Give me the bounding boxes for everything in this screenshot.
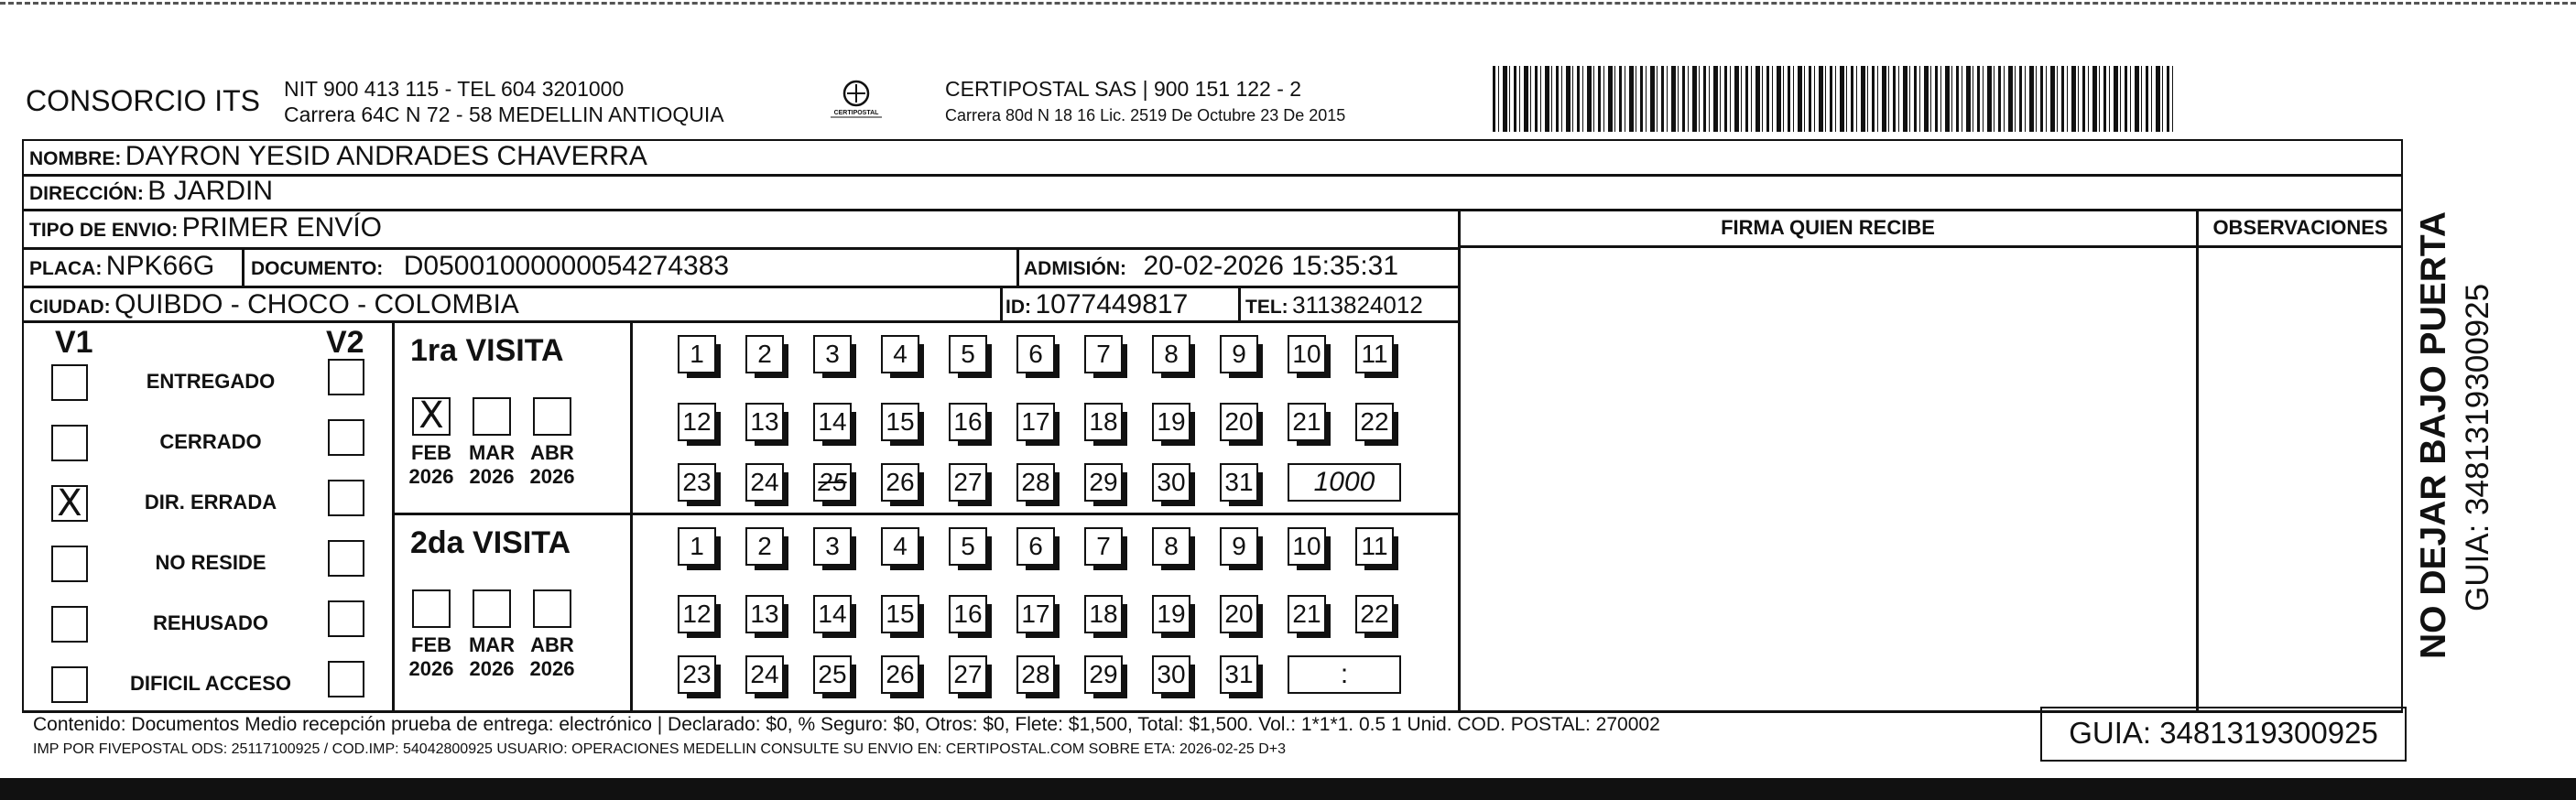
day-box[interactable]: 31 — [1220, 655, 1258, 694]
visit-title: 2da VISITA — [410, 525, 571, 560]
day-box[interactable]: 13 — [745, 595, 784, 633]
month-year: 2026 — [469, 465, 515, 488]
row-divider — [22, 209, 2403, 211]
day-box[interactable]: 6 — [1016, 527, 1055, 566]
day-box[interactable]: 23 — [678, 463, 716, 502]
month-label — [464, 441, 519, 489]
day-box[interactable]: 27 — [949, 655, 987, 694]
month-year: 2026 — [408, 465, 454, 488]
day-box[interactable]: 26 — [881, 463, 919, 502]
id-divider — [1000, 286, 1003, 320]
day-box[interactable]: 2 — [745, 527, 784, 566]
observaciones-area[interactable] — [2200, 249, 2401, 708]
admision-value: 20-02-2026 15:35:31 — [1143, 251, 1399, 281]
direccion-row — [29, 176, 273, 207]
tipo-row — [29, 212, 382, 243]
day-box[interactable]: 19 — [1152, 595, 1190, 633]
placa-cell — [29, 251, 214, 282]
side-guia-text: GUIA: 3481319300925 — [2460, 283, 2495, 611]
footer-guia: GUIA: 3481319300925 — [2040, 707, 2407, 762]
day-box[interactable]: 17 — [1016, 403, 1055, 441]
day-box[interactable]: 30 — [1152, 463, 1190, 502]
id-label: ID: — [1005, 297, 1031, 318]
month-label — [525, 441, 580, 489]
time-box[interactable]: : — [1288, 655, 1401, 694]
v1-checkbox[interactable] — [51, 364, 88, 401]
direccion-value: B JARDIN — [147, 176, 273, 206]
day-box[interactable]: 29 — [1084, 655, 1123, 694]
id-cell — [1005, 289, 1188, 320]
tipo-value: PRIMER ENVÍO — [181, 212, 383, 243]
day-box[interactable]: 4 — [881, 335, 919, 373]
day-box[interactable]: 16 — [949, 403, 987, 441]
visit-title: 1ra VISITA — [410, 333, 564, 368]
month-label — [404, 633, 459, 681]
barcode — [1493, 66, 2175, 132]
tel-cell — [1245, 291, 1423, 319]
v2-checkbox[interactable] — [328, 419, 364, 456]
day-box[interactable]: 30 — [1152, 655, 1190, 694]
row-divider — [22, 320, 1460, 323]
day-box[interactable]: 3 — [813, 527, 852, 566]
month-name: MAR — [468, 633, 516, 656]
admision-divider — [1016, 247, 1019, 286]
day-box[interactable]: 5 — [949, 335, 987, 373]
day-box[interactable]: 24 — [745, 463, 784, 502]
day-box[interactable]: 21 — [1288, 403, 1326, 441]
certipostal-logo — [820, 73, 893, 128]
day-box[interactable]: 10 — [1288, 335, 1326, 373]
v2-checkbox[interactable] — [328, 661, 364, 697]
month-checkbox[interactable]: X — [412, 397, 451, 436]
row-divider — [22, 286, 1460, 288]
day-box[interactable]: 16 — [949, 595, 987, 633]
day-box[interactable]: 25 — [813, 655, 852, 694]
ciudad-value: QUIBDO - CHOCO - COLOMBIA — [114, 289, 519, 319]
day-box[interactable]: 22 — [1355, 403, 1394, 441]
documento-value: D05001000000054274383 — [403, 251, 730, 281]
day-box[interactable]: 29 — [1084, 463, 1123, 502]
day-box[interactable]: 9 — [1220, 335, 1258, 373]
nombre-value: DAYRON YESID ANDRADES CHAVERRA — [125, 141, 647, 171]
status-label: DIFICIL ACCESO — [129, 672, 291, 695]
day-box[interactable]: 8 — [1152, 527, 1190, 566]
month-name: FEB — [411, 633, 451, 656]
day-box[interactable]: 17 — [1016, 595, 1055, 633]
day-box[interactable]: 28 — [1016, 655, 1055, 694]
day-box[interactable]: 12 — [678, 403, 716, 441]
day-box[interactable]: 27 — [949, 463, 987, 502]
contenido-text: Contenido: Documentos Medio recepción prueba de entrega: electrónico | Declarado: $0, % Seguro: $0, Otros: $0, Flete: $1,500, Total: $1,500. Vol.: 1*1*1. 0.5 1 Unid. COD. POSTAL: 270002 — [33, 714, 1660, 735]
day-box[interactable]: 8 — [1152, 335, 1190, 373]
month-name: ABR — [530, 441, 574, 464]
day-box[interactable]: 22 — [1355, 595, 1394, 633]
tipo-label: TIPO DE ENVIO: — [29, 220, 179, 241]
day-box[interactable]: 1 — [678, 335, 716, 373]
visit-divider — [630, 320, 633, 710]
month-checkbox[interactable] — [412, 589, 451, 628]
tel-label: TEL: — [1245, 297, 1288, 318]
col-divider — [2196, 209, 2199, 710]
no-dejar-text: NO DEJAR BAJO PUERTA — [2414, 211, 2453, 659]
day-box[interactable]: 23 — [678, 655, 716, 694]
status-label: NO RESIDE — [155, 551, 266, 574]
tel-divider — [1238, 286, 1241, 320]
v2-checkbox[interactable] — [328, 540, 364, 577]
time-box[interactable]: 1000 — [1288, 463, 1401, 502]
company-address: Carrera 64C N 72 - 58 MEDELLIN ANTIOQUIA — [284, 103, 724, 126]
status-label: CERRADO — [159, 430, 262, 453]
status-divider — [392, 320, 395, 710]
day-box[interactable]: 12 — [678, 595, 716, 633]
month-year: 2026 — [408, 657, 454, 680]
firma-area[interactable] — [1462, 249, 2194, 708]
v1-checkbox[interactable] — [51, 666, 88, 703]
v1-checkbox[interactable]: X — [51, 485, 88, 522]
id-value: 1077449817 — [1035, 289, 1189, 319]
placa-divider — [242, 247, 245, 286]
logo-text: CERTIPOSTAL — [833, 110, 879, 116]
day-box[interactable]: 15 — [881, 403, 919, 441]
day-box[interactable]: 3 — [813, 335, 852, 373]
ciudad-label: CIUDAD: — [29, 297, 111, 318]
day-box[interactable]: 7 — [1084, 335, 1123, 373]
month-checkbox[interactable] — [533, 589, 571, 628]
day-box[interactable]: 14 — [813, 595, 852, 633]
month-name: FEB — [411, 441, 451, 464]
day-box[interactable]: 9 — [1220, 527, 1258, 566]
day-box[interactable]: 6 — [1016, 335, 1055, 373]
day-box[interactable]: 28 — [1016, 463, 1055, 502]
day-box[interactable]: 7 — [1084, 527, 1123, 566]
month-name: MAR — [468, 441, 516, 464]
day-box[interactable]: 19 — [1152, 403, 1190, 441]
v2-label: V2 — [326, 325, 364, 360]
v2-checkbox[interactable] — [328, 359, 364, 395]
day-box[interactable]: 14 — [813, 403, 852, 441]
month-label — [404, 441, 459, 489]
placa-value: NPK66G — [105, 251, 215, 281]
ciudad-cell — [29, 289, 519, 320]
sig-header-line — [1460, 245, 2403, 248]
month-name: ABR — [530, 633, 574, 656]
day-box[interactable]: 11 — [1355, 527, 1394, 566]
v1-checkbox[interactable] — [51, 606, 88, 643]
v2-checkbox[interactable] — [328, 480, 364, 516]
day-box[interactable]: 5 — [949, 527, 987, 566]
month-year: 2026 — [469, 657, 515, 680]
v2-checkbox[interactable] — [328, 600, 364, 637]
status-label: DIR. ERRADA — [144, 491, 277, 514]
row-divider — [22, 174, 2403, 177]
documento-cell — [251, 251, 729, 282]
col-divider — [1458, 209, 1461, 710]
day-box[interactable]: 2 — [745, 335, 784, 373]
top-cut-line — [0, 2, 2576, 5]
observaciones-label: OBSERVACIONES — [2212, 216, 2388, 239]
day-box[interactable]: 24 — [745, 655, 784, 694]
status-label: REHUSADO — [153, 611, 268, 634]
day-box[interactable]: 1 — [678, 527, 716, 566]
v1-checkbox[interactable] — [51, 546, 88, 582]
nombre-label: NOMBRE: — [29, 148, 122, 169]
company-nit: NIT 900 413 115 - TEL 604 3201000 — [284, 77, 625, 101]
direccion-label: DIRECCIÓN: — [29, 183, 144, 204]
month-checkbox[interactable] — [533, 397, 571, 436]
month-label — [525, 633, 580, 681]
imp-text: IMP POR FIVEPOSTAL ODS: 25117100925 / COD.IMP: 54042800925 USUARIO: OPERACIONES MEDELLIN CONSULTE SU ENVIO EN: CERTIPOSTAL.COM SOBRE ETA: 2026-02-25 D+3 — [33, 741, 1287, 757]
tel-value: 3113824012 — [1292, 291, 1423, 319]
placa-label: PLACA: — [29, 258, 103, 279]
day-box[interactable]: 18 — [1084, 595, 1123, 633]
day-box[interactable]: 31 — [1220, 463, 1258, 502]
day-box[interactable]: 25 — [813, 463, 852, 502]
month-checkbox[interactable] — [473, 589, 511, 628]
month-year: 2026 — [529, 465, 575, 488]
month-year: 2026 — [529, 657, 575, 680]
month-label — [464, 633, 519, 681]
day-box[interactable]: 18 — [1084, 403, 1123, 441]
bottom-strip — [0, 778, 2576, 800]
day-box[interactable]: 11 — [1355, 335, 1394, 373]
day-box[interactable]: 20 — [1220, 403, 1258, 441]
carrier-address: Carrera 80d N 18 16 Lic. 2519 De Octubre 23 De 2015 — [945, 106, 1346, 124]
documento-label: DOCUMENTO: — [251, 258, 384, 279]
day-box[interactable]: 10 — [1288, 527, 1326, 566]
day-box[interactable]: 21 — [1288, 595, 1326, 633]
v1-label: V1 — [55, 325, 93, 360]
carrier-name: CERTIPOSTAL SAS | 900 151 122 - 2 — [945, 77, 1302, 101]
day-box[interactable]: 4 — [881, 527, 919, 566]
firma-label: FIRMA QUIEN RECIBE — [1721, 216, 1935, 239]
month-checkbox[interactable] — [473, 397, 511, 436]
row-divider — [22, 247, 1460, 250]
nombre-row — [29, 141, 647, 172]
day-box[interactable]: 15 — [881, 595, 919, 633]
day-box[interactable]: 20 — [1220, 595, 1258, 633]
v1-checkbox[interactable] — [51, 425, 88, 461]
status-label: ENTREGADO — [146, 370, 276, 393]
admision-label: ADMISIÓN: — [1024, 258, 1126, 279]
admision-cell — [1024, 251, 1398, 282]
company-name: CONSORCIO ITS — [26, 84, 261, 117]
visit-separator — [392, 513, 1458, 515]
day-box[interactable]: 26 — [881, 655, 919, 694]
day-box[interactable]: 13 — [745, 403, 784, 441]
